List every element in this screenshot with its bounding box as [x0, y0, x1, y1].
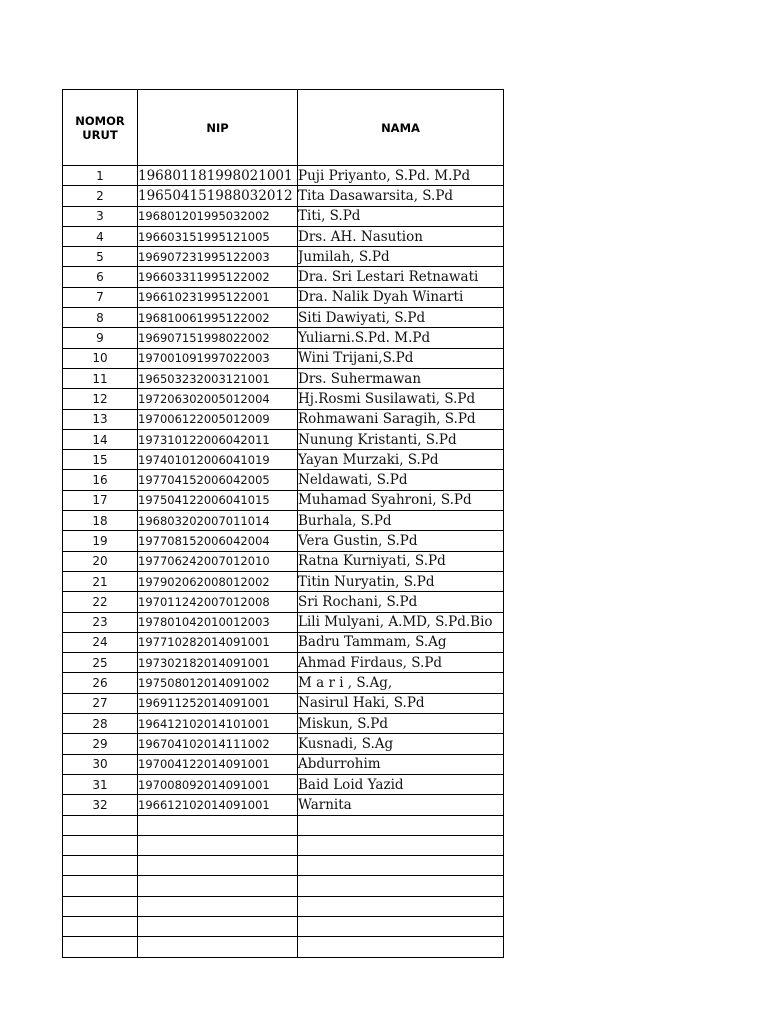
- cell-nip: 196907151998022002: [138, 328, 298, 348]
- cell-nama: Warnita: [298, 795, 504, 815]
- cell-nomor-urut: 12: [63, 389, 138, 409]
- table-row: [63, 571, 504, 591]
- empty-cell: [138, 916, 298, 936]
- cell-nama: Drs. Suhermawan: [298, 368, 504, 388]
- table-row: [63, 389, 504, 409]
- empty-cell: [298, 876, 504, 896]
- cell-nomor-urut: 16: [63, 470, 138, 490]
- table-row: [63, 612, 504, 632]
- cell-nomor-urut: 8: [63, 308, 138, 328]
- cell-nama: Dra. Sri Lestari Retnawati: [298, 267, 504, 287]
- empty-cell: [63, 876, 138, 896]
- cell-nip: 197302182014091001: [138, 653, 298, 673]
- empty-cell: [298, 937, 504, 957]
- table-row: [63, 206, 504, 226]
- cell-nomor-urut: 14: [63, 429, 138, 449]
- header-row: [63, 90, 504, 166]
- employee-table: [62, 89, 504, 958]
- cell-nomor-urut: 22: [63, 592, 138, 612]
- cell-nip: 196704102014111002: [138, 734, 298, 754]
- cell-nomor-urut: 9: [63, 328, 138, 348]
- cell-nama: Neldawati, S.Pd: [298, 470, 504, 490]
- cell-nama: Miskun, S.Pd: [298, 714, 504, 734]
- cell-nama: Nasirul Haki, S.Pd: [298, 693, 504, 713]
- empty-row: [63, 815, 504, 835]
- cell-nip: 197008092014091001: [138, 774, 298, 794]
- header-nomor-urut: [63, 90, 138, 166]
- cell-nama: Jumilah, S.Pd: [298, 247, 504, 267]
- table-row: [63, 348, 504, 368]
- cell-nip: 196803202007011014: [138, 511, 298, 531]
- cell-nomor-urut: 18: [63, 511, 138, 531]
- cell-nip: 197710282014091001: [138, 632, 298, 652]
- cell-nip: 197504122006041015: [138, 490, 298, 510]
- table-row: [63, 795, 504, 815]
- cell-nama: Yayan Murzaki, S.Pd: [298, 450, 504, 470]
- empty-cell: [138, 896, 298, 916]
- table-row: [63, 409, 504, 429]
- empty-cell: [298, 835, 504, 855]
- cell-nip: 196801201995032002: [138, 206, 298, 226]
- cell-nomor-urut: 21: [63, 571, 138, 591]
- table-row: [63, 308, 504, 328]
- table-row: [63, 328, 504, 348]
- cell-nip: 196504151988032012: [138, 186, 298, 206]
- cell-nip: 197310122006042011: [138, 429, 298, 449]
- cell-nip: 197006122005012009: [138, 409, 298, 429]
- cell-nip: 196412102014101001: [138, 714, 298, 734]
- empty-cell: [63, 896, 138, 916]
- cell-nomor-urut: 4: [63, 226, 138, 246]
- table-row: [63, 531, 504, 551]
- empty-cell: [298, 896, 504, 916]
- table-row: [63, 774, 504, 794]
- table-row: [63, 754, 504, 774]
- cell-nip: 197704152006042005: [138, 470, 298, 490]
- cell-nomor-urut: 15: [63, 450, 138, 470]
- cell-nama: Ahmad Firdaus, S.Pd: [298, 653, 504, 673]
- cell-nomor-urut: 24: [63, 632, 138, 652]
- cell-nama: Wini Trijani,S.Pd: [298, 348, 504, 368]
- table-row: [63, 673, 504, 693]
- cell-nama: Nunung Kristanti, S.Pd: [298, 429, 504, 449]
- cell-nip: 196503232003121001: [138, 368, 298, 388]
- table-row: [63, 368, 504, 388]
- table-row: [63, 450, 504, 470]
- cell-nomor-urut: 3: [63, 206, 138, 226]
- cell-nip: 196610231995122001: [138, 287, 298, 307]
- table-body: [63, 166, 504, 958]
- table-row: [63, 287, 504, 307]
- cell-nip: 197004122014091001: [138, 754, 298, 774]
- cell-nomor-urut: 6: [63, 267, 138, 287]
- empty-cell: [138, 856, 298, 876]
- empty-row: [63, 916, 504, 936]
- cell-nama: Drs. AH. Nasution: [298, 226, 504, 246]
- cell-nama: Baid Loid Yazid: [298, 774, 504, 794]
- cell-nip: 197508012014091002: [138, 673, 298, 693]
- header-nama: NAMA: [298, 90, 504, 166]
- table-row: [63, 470, 504, 490]
- empty-cell: [63, 835, 138, 855]
- cell-nama: Titin Nuryatin, S.Pd: [298, 571, 504, 591]
- cell-nama: Badru Tammam, S.Ag: [298, 632, 504, 652]
- cell-nama: Dra. Nalik Dyah Winarti: [298, 287, 504, 307]
- cell-nip: 197801042010012003: [138, 612, 298, 632]
- cell-nomor-urut: 28: [63, 714, 138, 734]
- cell-nip: 197401012006041019: [138, 450, 298, 470]
- table-row: [63, 734, 504, 754]
- cell-nomor-urut: 32: [63, 795, 138, 815]
- cell-nomor-urut: 23: [63, 612, 138, 632]
- cell-nama: Lili Mulyani, A.MD, S.Pd.Bio: [298, 612, 504, 632]
- empty-row: [63, 835, 504, 855]
- cell-nama: Abdurrohim: [298, 754, 504, 774]
- cell-nomor-urut: 25: [63, 653, 138, 673]
- cell-nama: Sri Rochani, S.Pd: [298, 592, 504, 612]
- empty-row: [63, 876, 504, 896]
- table-row: [63, 166, 504, 186]
- cell-nip: 197011242007012008: [138, 592, 298, 612]
- cell-nomor-urut: 7: [63, 287, 138, 307]
- cell-nomor-urut: 19: [63, 531, 138, 551]
- empty-cell: [138, 815, 298, 835]
- cell-nomor-urut: 27: [63, 693, 138, 713]
- cell-nip: 196810061995122002: [138, 308, 298, 328]
- cell-nama: M a r i , S.Ag,: [298, 673, 504, 693]
- cell-nomor-urut: 29: [63, 734, 138, 754]
- cell-nama: Burhala, S.Pd: [298, 511, 504, 531]
- empty-cell: [298, 856, 504, 876]
- table-row: [63, 693, 504, 713]
- table-row: [63, 490, 504, 510]
- cell-nomor-urut: 1: [63, 166, 138, 186]
- table-row: [63, 511, 504, 531]
- cell-nip: 196911252014091001: [138, 693, 298, 713]
- empty-cell: [138, 835, 298, 855]
- cell-nomor-urut: 5: [63, 247, 138, 267]
- table-row: [63, 592, 504, 612]
- cell-nama: Vera Gustin, S.Pd: [298, 531, 504, 551]
- cell-nomor-urut: 20: [63, 551, 138, 571]
- cell-nomor-urut: 11: [63, 368, 138, 388]
- table-row: [63, 632, 504, 652]
- empty-row: [63, 937, 504, 957]
- table-row: [63, 186, 504, 206]
- table-row: [63, 429, 504, 449]
- cell-nama: Hj.Rosmi Susilawati, S.Pd: [298, 389, 504, 409]
- cell-nip: 196603151995121005: [138, 226, 298, 246]
- cell-nama: Kusnadi, S.Ag: [298, 734, 504, 754]
- table-row: [63, 551, 504, 571]
- table-row: [63, 653, 504, 673]
- empty-cell: [298, 916, 504, 936]
- cell-nip: 197206302005012004: [138, 389, 298, 409]
- cell-nomor-urut: 30: [63, 754, 138, 774]
- cell-nip: 196612102014091001: [138, 795, 298, 815]
- table-row: [63, 267, 504, 287]
- cell-nip: 197706242007012010: [138, 551, 298, 571]
- empty-cell: [63, 856, 138, 876]
- cell-nama: Tita Dasawarsita, S.Pd: [298, 186, 504, 206]
- cell-nomor-urut: 2: [63, 186, 138, 206]
- empty-cell: [298, 815, 504, 835]
- empty-cell: [63, 815, 138, 835]
- cell-nomor-urut: 13: [63, 409, 138, 429]
- empty-cell: [63, 937, 138, 957]
- cell-nama: Titi, S.Pd: [298, 206, 504, 226]
- empty-cell: [138, 876, 298, 896]
- header-nomor-urut-label: NOMOR URUT: [75, 113, 125, 142]
- cell-nama: Rohmawani Saragih, S.Pd: [298, 409, 504, 429]
- cell-nip: 197708152006042004: [138, 531, 298, 551]
- cell-nip: 196907231995122003: [138, 247, 298, 267]
- empty-cell: [63, 916, 138, 936]
- empty-row: [63, 856, 504, 876]
- cell-nomor-urut: 31: [63, 774, 138, 794]
- cell-nama: Siti Dawiyati, S.Pd: [298, 308, 504, 328]
- cell-nip: 197001091997022003: [138, 348, 298, 368]
- table-row: [63, 226, 504, 246]
- cell-nip: 197902062008012002: [138, 571, 298, 591]
- cell-nomor-urut: 17: [63, 490, 138, 510]
- cell-nomor-urut: 26: [63, 673, 138, 693]
- empty-cell: [138, 937, 298, 957]
- cell-nama: Muhamad Syahroni, S.Pd: [298, 490, 504, 510]
- cell-nama: Ratna Kurniyati, S.Pd: [298, 551, 504, 571]
- cell-nomor-urut: 10: [63, 348, 138, 368]
- cell-nip: 196603311995122002: [138, 267, 298, 287]
- cell-nama: Puji Priyanto, S.Pd. M.Pd: [298, 166, 504, 186]
- header-nip: NIP: [138, 90, 298, 166]
- cell-nama: Yuliarni.S.Pd. M.Pd: [298, 328, 504, 348]
- cell-nip: 196801181998021001: [138, 166, 298, 186]
- empty-row: [63, 896, 504, 916]
- table-row: [63, 247, 504, 267]
- table-row: [63, 714, 504, 734]
